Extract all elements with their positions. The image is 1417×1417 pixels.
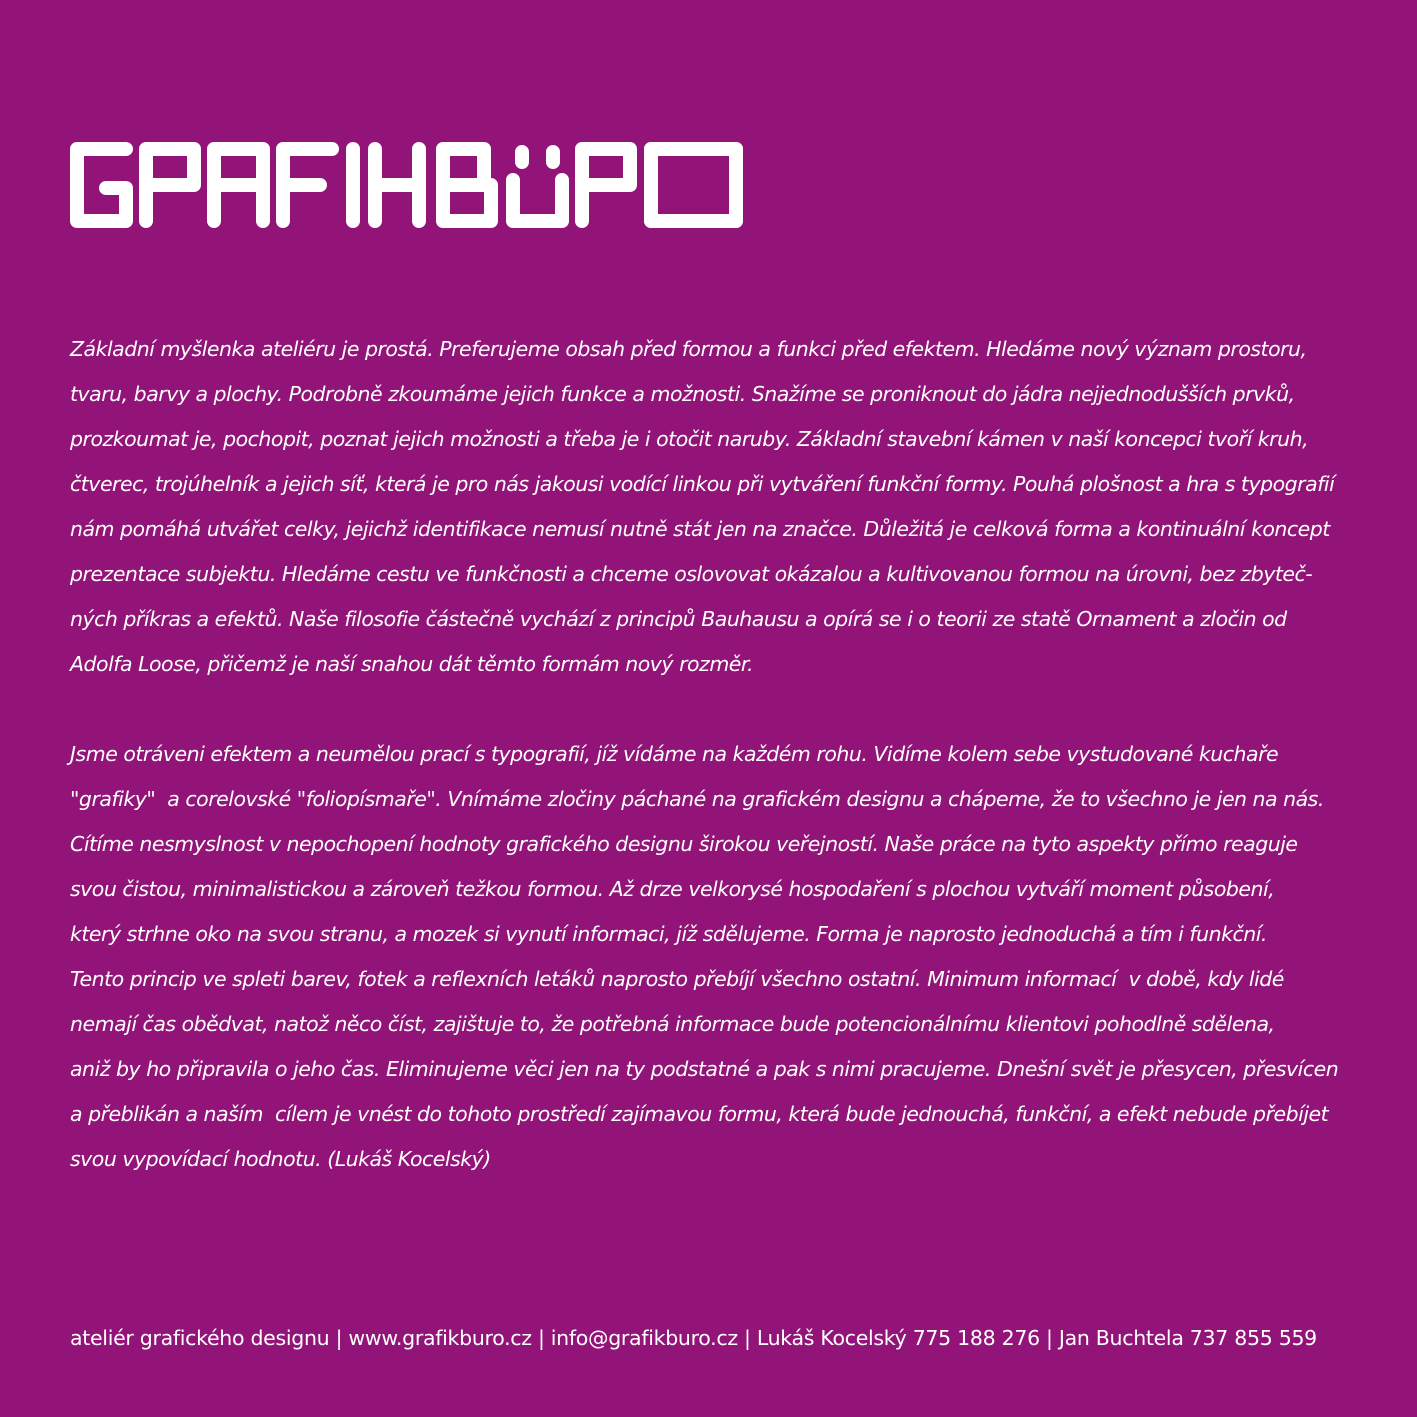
text-line: "grafiky" a corelovské "foliopísmaře". Vnímáme zločiny páchané na grafickém designu a chápeme, že to všechno je jen na nás. [70, 787, 1324, 811]
text-line: tvaru, barvy a plochy. Podrobně zkoumáme jejich funkce a možnosti. Snažíme se proniknout do jádra nejjednodušších prvků, [70, 382, 1295, 406]
contact-footer: ateliér grafického designu | www.grafikburo.cz | info@grafikburo.cz | Lukáš Kocelský 775 188 276 | Jan Buchtela 737 855 559 [70, 1326, 1317, 1350]
about-paragraph-2 [70, 732, 1360, 1182]
text-line: nemají čas obědvat, natož něco číst, zajištuje to, že potřebná informace bude potencionálnímu klientovi pohodlně sdělena, [70, 1012, 1275, 1036]
text-line: svou čistou, minimalistickou a zároveň težkou formou. Až drze velkorysé hospodaření s plochou vytváří moment působení, [70, 877, 1275, 901]
text-line: nám pomáhá utvářet celky, jejichž identifikace nemusí nutně stát jen na značce. Důležitá je celková forma a kontinuální koncept [70, 517, 1330, 541]
text-line: aniž by ho připravila o jeho čas. Eliminujeme věci jen na ty podstatné a pak s nimi pracujeme. Dnešní svět je přesycen, přesvícen [70, 1057, 1339, 1081]
text-line: prozkoumat je, pochopit, poznat jejich možnosti a třeba je i otočit naruby. Základní stavební kámen v naší koncepci tvoří kruh, [70, 427, 1309, 451]
text-line: Jsme otráveni efektem a neumělou prací s typografií, jíž vídáme na každém rohu. Vidíme kolem sebe vystudované kuchaře [70, 742, 1279, 766]
text-line: Adolfa Loose, přičemž je naší snahou dát těmto formám nový rozměr. [70, 652, 753, 676]
grafikburo-logo [70, 140, 744, 230]
text-line: svou vypovídací hodnotu. (Lukáš Kocelský) [70, 1147, 491, 1171]
text-line: ných příkras a efektů. Naše filosofie částečně vychází z principů Bauhausu a opírá se i o teorii ze statě Ornament a zločin od [70, 607, 1287, 631]
text-line: Cítíme nesmyslnost v nepochopení hodnoty grafického designu širokou veřejností. Naše práce na tyto aspekty přímo reaguje [70, 832, 1298, 856]
about-paragraph-1 [70, 327, 1360, 687]
grafikburo-logo-mark [70, 140, 744, 230]
text-line: Základní myšlenka ateliéru je prostá. Preferujeme obsah před formou a funkci před efektem. Hledáme nový význam prostoru, [70, 337, 1307, 361]
paragraph-spacer [70, 687, 1360, 732]
text-line: čtverec, trojúhelník a jejich síť, která je pro nás jakousi vodící linkou při vytváření funkční formy. Pouhá plošnost a hra s typografií [70, 472, 1335, 496]
text-line: prezentace subjektu. Hledáme cestu ve funkčnosti a chceme oslovovat okázalou a kultivovanou formou na úrovni, bez zbyteč- [70, 562, 1313, 586]
text-line: a přeblikán a naším cílem je vnést do tohoto prostředí zajímavou formu, která bude jednouchá, funkční, a efekt nebude přebíjet [70, 1102, 1329, 1126]
text-line: Tento princip ve spleti barev, fotek a reflexních letáků naprosto přebíjí všechno ostatní. Minimum informací v době, kdy lidé [70, 967, 1284, 991]
about-text [70, 327, 1360, 1182]
text-line: který strhne oko na svou stranu, a mozek si vynutí informaci, jíž sdělujeme. Forma je naprosto jednoduchá a tím i funkční. [70, 922, 1267, 946]
